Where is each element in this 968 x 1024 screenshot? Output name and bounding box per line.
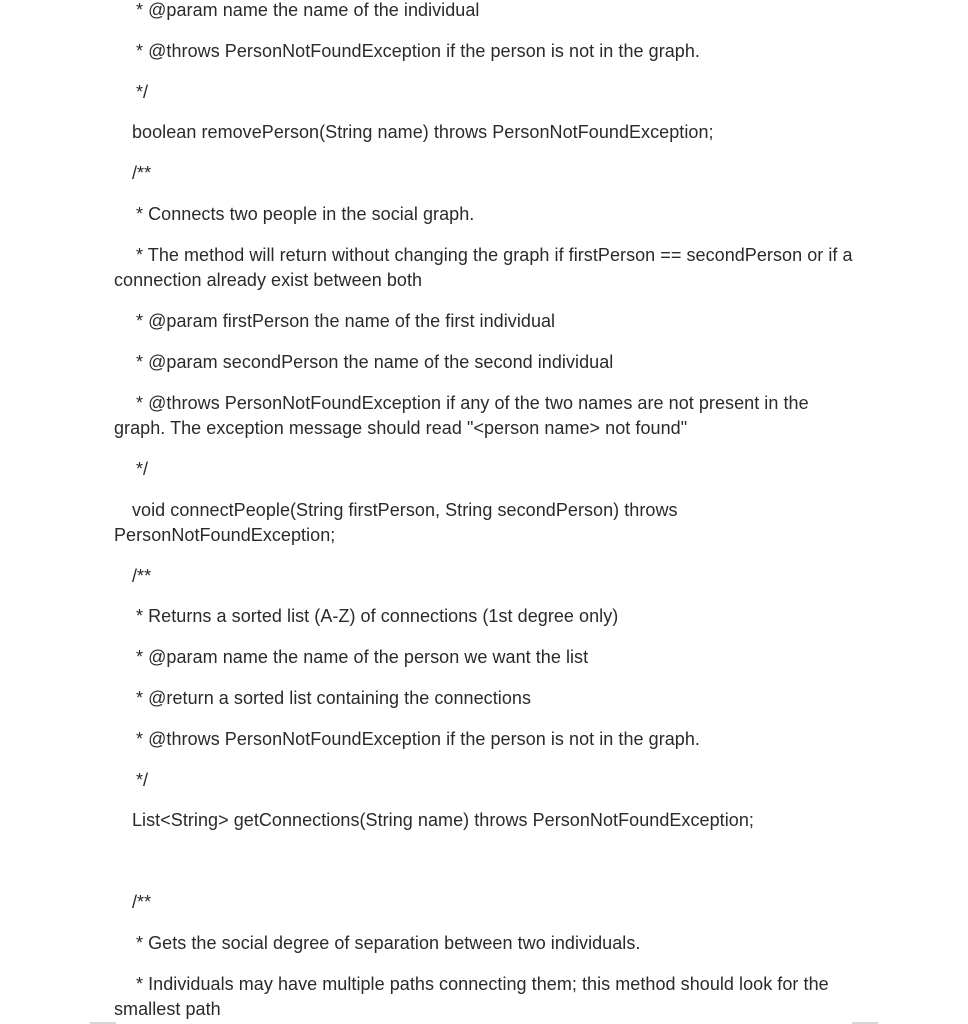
doc-line: /** (132, 163, 152, 183)
doc-line: * @param secondPerson the name of the second individual (136, 352, 614, 372)
doc-line: */ (136, 82, 149, 102)
doc-line: boolean removePerson(String name) throws PersonNotFoundException; (132, 122, 714, 142)
doc-line: * The method will return without changing the graph if firstPerson == secondPerson or if a connection already exist between both (114, 245, 858, 290)
doc-line: * @throws PersonNotFoundException if any of the two names are not present in the graph. The exception message should read "<person name> not found" (114, 393, 814, 438)
doc-line: /** (132, 566, 152, 586)
doc-line: /** (132, 892, 152, 912)
doc-line: List<String> getConnections(String name) throws PersonNotFoundException; (132, 810, 754, 830)
doc-line: * @throws PersonNotFoundException if the person is not in the graph. (136, 41, 700, 61)
doc-line: * Connects two people in the social graph. (136, 204, 475, 224)
doc-line: * @param firstPerson the name of the first individual (136, 311, 556, 331)
doc-line: * @throws PersonNotFoundException if the person is not in the graph. (136, 729, 700, 749)
doc-line: * @return a sorted list containing the connections (136, 688, 531, 708)
doc-line: void connectPeople(String firstPerson, String secondPerson) throws PersonNotFoundException; (114, 500, 683, 545)
doc-line: * Individuals may have multiple paths connecting them; this method should look for the smallest path (114, 974, 834, 1019)
doc-line: */ (136, 770, 149, 790)
doc-line: * @param name the name of the individual (136, 0, 480, 20)
doc-line: * Gets the social degree of separation between two individuals. (136, 933, 641, 953)
doc-line: */ (136, 459, 149, 479)
doc-line: * @param name the name of the person we want the list (136, 647, 589, 667)
doc-line: * Returns a sorted list (A-Z) of connections (1st degree only) (136, 606, 619, 626)
